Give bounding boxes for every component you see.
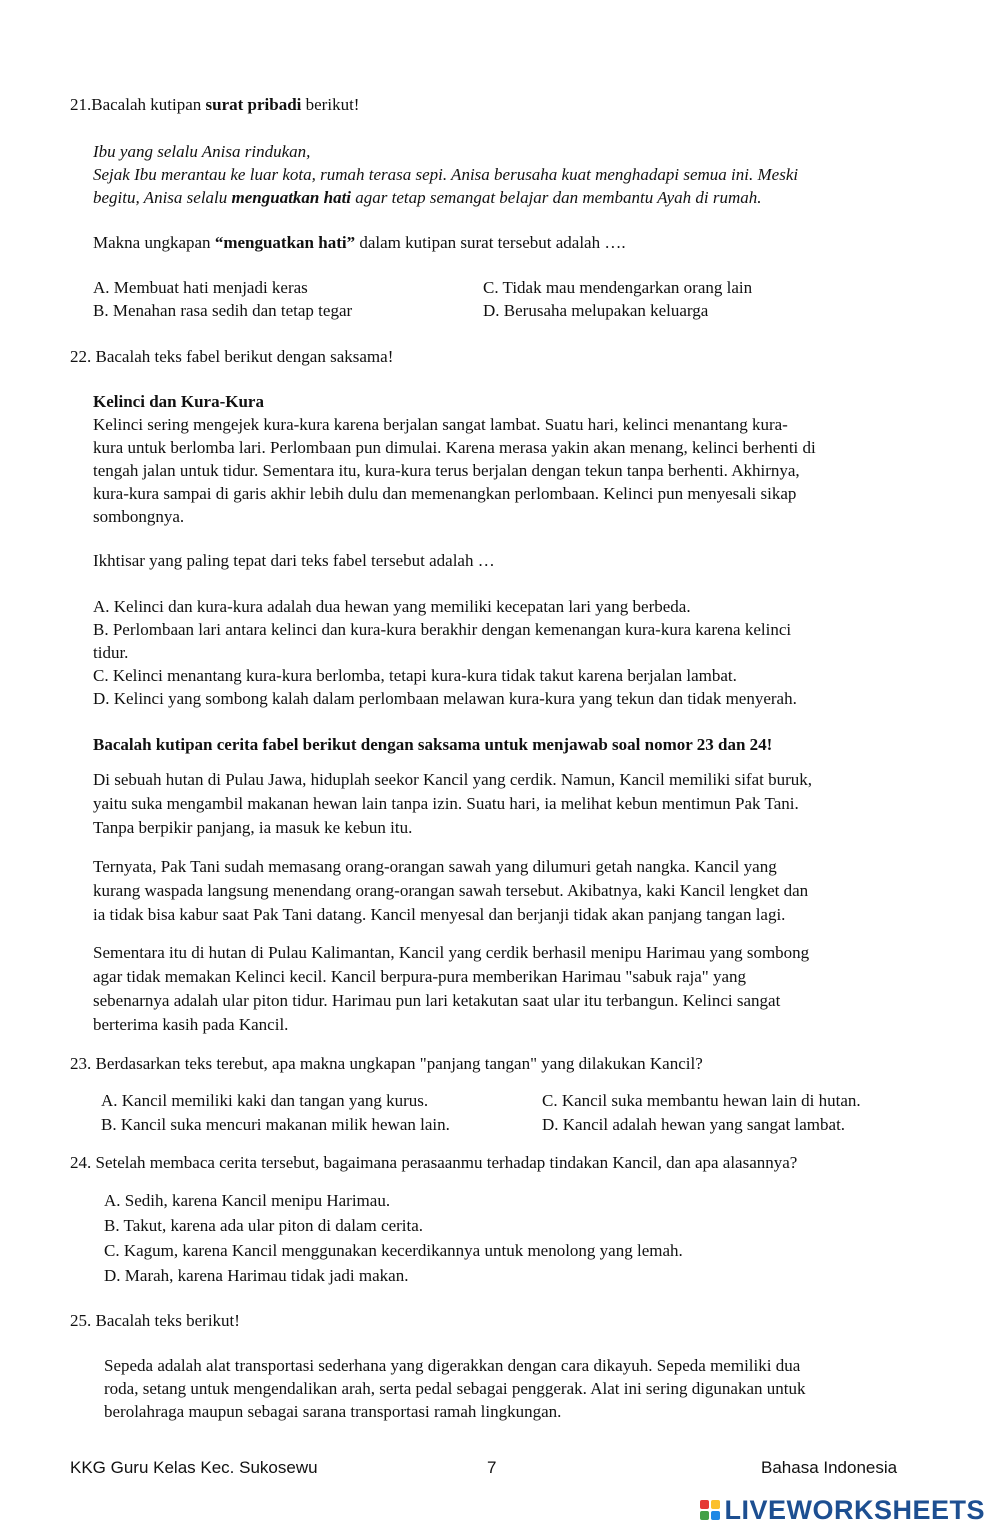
q22-options [93, 595, 933, 710]
q23-option-a[interactable]: A. Kancil memiliki kaki dan tangan yang kurus. [101, 1091, 429, 1110]
logo-grid-icon [700, 1500, 720, 1520]
logo-square [711, 1500, 720, 1509]
q25-passage: Sepeda adalah alat transportasi sederhana yang digerakkan dengan cara dikayuh. Sepeda memiliki dua roda, setang untuk mengendalikan arah, serta pedal sebagai penggerak. Alat ini sering digunakan untuk berolahraga maupun sebagai sarana transportasi ramah lingkungan. [104, 1356, 806, 1421]
footer-left: KKG Guru Kelas Kec. Sukosewu [70, 1458, 318, 1477]
letter-line: Ibu yang selalu Anisa rindukan, [93, 142, 311, 161]
liveworksheets-logo[interactable] [700, 1494, 985, 1526]
story-line: sombongnya. [93, 507, 185, 526]
q21-letter [93, 140, 933, 209]
q21-question: Makna ungkapan “menguatkan hati” dalam kutipan surat tersebut adalah …. [93, 233, 626, 252]
logo-square [700, 1500, 709, 1509]
letter-line: begitu, Anisa selalu menguatkan hati agar tetap semangat belajar dan membantu Ayah di rumah. [93, 188, 762, 207]
logo-square [700, 1511, 709, 1520]
q22-option-a[interactable]: A. Kelinci dan kura-kura adalah dua hewan yang memiliki kecepatan lari yang berbeda. [93, 597, 691, 616]
story-line: Kelinci sering mengejek kura-kura karena berjalan sangat lambat. Suatu hari, kelinci menantang kura- [93, 415, 788, 434]
story-line: tengah jalan untuk tidur. Sementara itu, kura-kura terus berjalan dengan tekun tanpa berhenti. Akhirnya, [93, 461, 800, 480]
q22-story [93, 390, 933, 528]
q23-option-b[interactable]: B. Kancil suka mencuri makanan milik hewan lain. [101, 1115, 450, 1134]
footer-page-number: 7 [487, 1458, 497, 1477]
q25-intro: 25. Bacalah teks berikut! [70, 1311, 240, 1330]
q22-option-d[interactable]: D. Kelinci yang sombong kalah dalam perlombaan melawan kura-kura yang tekun dan tidak menyerah. [93, 689, 797, 708]
q21-intro: 21.Bacalah kutipan surat pribadi berikut! [70, 95, 360, 114]
q24-option-b[interactable]: B. Takut, karena ada ular piton di dalam cerita. [104, 1216, 424, 1235]
story-line: kura untuk berlomba lari. Perlombaan pun dimulai. Karena merasa yakin akan menang, kelinci berhenti di [93, 438, 816, 457]
q23-question: 23. Berdasarkan teks terebut, apa makna ungkapan "panjang tangan" yang dilakukan Kancil? [70, 1054, 703, 1073]
passage-paragraph-3: Sementara itu di hutan di Pulau Kalimantan, Kancil yang cerdik berhasil menipu Harimau yang sombong agar tidak memakan Kelinci kecil. Kancil berpura-pura memberikan Harimau "sabuk raja" yang sebenarnya adalah ular piton tidur. Harimau pun lari ketakutan saat ular itu terbangun. Kelinci sangat berterima kasih pada Kancil. [93, 943, 810, 1034]
passage-instruction: Bacalah kutipan cerita fabel berikut dengan saksama untuk menjawab soal nomor 23 dan 24! [93, 735, 773, 754]
q23-option-c[interactable]: C. Kancil suka membantu hewan lain di hutan. [542, 1091, 861, 1110]
q24-question: 24. Setelah membaca cerita tersebut, bagaimana perasaanmu terhadap tindakan Kancil, dan apa alasannya? [70, 1153, 798, 1172]
q24-option-d[interactable]: D. Marah, karena Harimau tidak jadi makan. [104, 1266, 409, 1285]
q22-option-c[interactable]: C. Kelinci menantang kura-kura berlomba, tetapi kura-kura tidak takut karena berjalan lambat. [93, 666, 737, 685]
q24-option-a[interactable]: A. Sedih, karena Kancil menipu Harimau. [104, 1191, 391, 1210]
q23-option-d[interactable]: D. Kancil adalah hewan yang sangat lambat. [542, 1115, 846, 1134]
q21-option-b[interactable]: B. Menahan rasa sedih dan tetap tegar [93, 301, 353, 320]
q21-option-c[interactable]: C. Tidak mau mendengarkan orang lain [483, 278, 753, 297]
story-line: kura-kura sampai di garis akhir lebih dulu dan memenangkan perlombaan. Kelinci pun menyesali sikap [93, 484, 797, 503]
logo-square [711, 1511, 720, 1520]
passage-paragraph-1: Di sebuah hutan di Pulau Jawa, hiduplah seekor Kancil yang cerdik. Namun, Kancil memiliki sifat buruk, yaitu suka mengambil makanan hewan lain tanpa izin. Suatu hari, ia melihat kebun mentimun Pak Tani. Tanpa berpikir panjang, ia masuk ke kebun itu. [93, 770, 813, 837]
q24-option-c[interactable]: C. Kagum, karena Kancil menggunakan kecerdikannya untuk menolong yang lemah. [104, 1241, 683, 1260]
q22-question: Ikhtisar yang paling tepat dari teks fabel tersebut adalah … [93, 551, 495, 570]
passage-paragraph-2: Ternyata, Pak Tani sudah memasang orang-orangan sawah yang dilumuri getah nangka. Kancil yang kurang waspada langsung menendang orang-orangan sawah tersebut. Akibatnya, kaki Kancil lengket dan ia tidak bisa kabur saat Pak Tani datang. Kancil menyesal dan berjanji tidak akan panjang tangan lagi. [93, 857, 809, 924]
q21-option-d[interactable]: D. Berusaha melupakan keluarga [483, 301, 709, 320]
q22-option-b[interactable]: B. Perlombaan lari antara kelinci dan kura-kura berakhir dengan kemenangan kura-kura karena kelinci tidur. [93, 620, 792, 662]
letter-line: Sejak Ibu merantau ke luar kota, rumah terasa sepi. Anisa berusaha kuat menghadapi semua ini. Meski [93, 165, 799, 184]
q22-intro: 22. Bacalah teks fabel berikut dengan saksama! [70, 347, 394, 366]
q21-option-a[interactable]: A. Membuat hati menjadi keras [93, 278, 308, 297]
story-title: Kelinci dan Kura-Kura [93, 392, 264, 411]
logo-text: LIVEWORKSHEETS [724, 1494, 985, 1525]
footer-right: Bahasa Indonesia [761, 1458, 898, 1477]
q24-options [104, 1188, 683, 1288]
